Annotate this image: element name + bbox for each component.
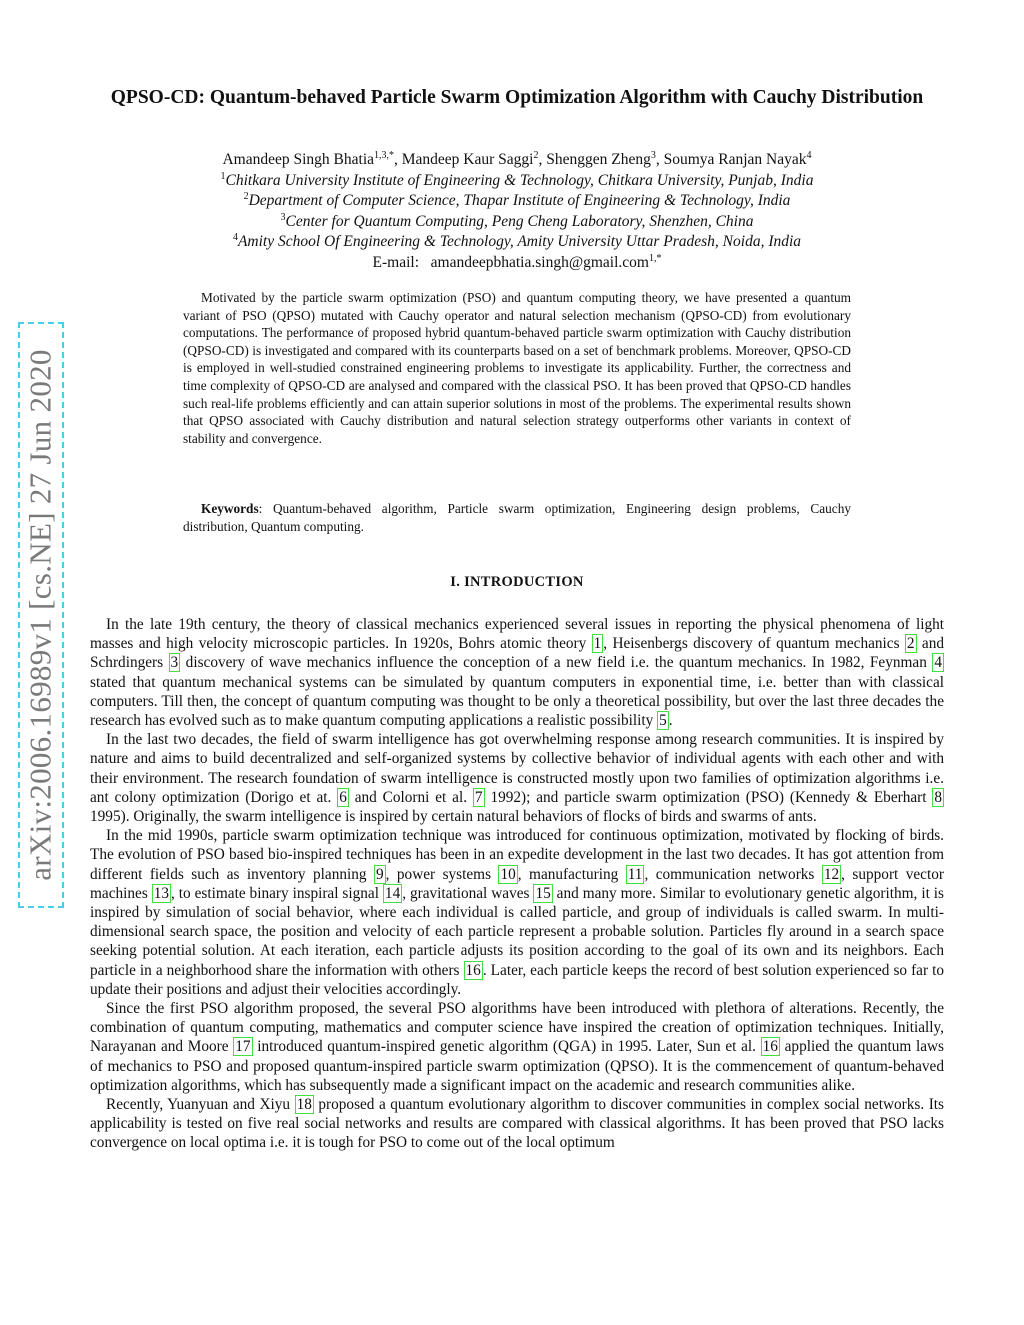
email-line bbox=[90, 253, 944, 274]
keywords-text: : Quantum-behaved algorithm, Particle swarm optimization, Engineering design problems, Cauchy distribution, Quantum computing. bbox=[183, 501, 851, 534]
affiliation-text: Department of Computer Science, Thapar Institute of Engineering & Technology, India bbox=[248, 192, 791, 210]
citation-link[interactable]: 8 bbox=[934, 788, 943, 806]
arxiv-identifier-stamp bbox=[18, 322, 64, 908]
citation-link[interactable]: 6 bbox=[339, 788, 347, 806]
body-paragraph: In the late 19th century, the theory of classical mechanics experienced several issues in reporting the physical phenomena of light masses and high velocity microscopic particles. In 1920s, Bohrs atomic theory 1 , Heisenbergs discovery of quantum mechanics 2 and Schrdingers 3 discovery of wave mechanics influence the conception of a new field i.e. the quantum mechanics. In 1982, Feynman 4 stated that quantum mechanical systems can be simulated by quantum computers in exponential time, i.e. better than with classical computers. Till then, the concept of quantum computing was thought to be only a theoretical possibility, but over the last three decades the research has evolved such as to make quantum computing applications a realistic possibility 5 . bbox=[90, 616, 944, 730]
affiliation-text: Chitkara University Institute of Engineering & Technology, Chitkara University, Punjab, India bbox=[225, 171, 814, 189]
affiliation-text: Center for Quantum Computing, Peng Cheng Laboratory, Shenzhen, China bbox=[285, 212, 754, 230]
citation-link[interactable]: 18 bbox=[296, 1096, 312, 1114]
affiliation-line bbox=[90, 212, 944, 233]
citation-link[interactable]: 9 bbox=[375, 865, 384, 883]
citation-link[interactable]: 11 bbox=[627, 865, 643, 883]
section-heading-introduction: I. INTRODUCTION bbox=[450, 574, 584, 590]
affiliation-list bbox=[90, 171, 944, 253]
keywords bbox=[183, 500, 851, 535]
citation-link[interactable]: 4 bbox=[934, 654, 942, 672]
keywords-label: Keywords bbox=[201, 501, 259, 516]
author-superscript: 1,3,* bbox=[374, 149, 395, 161]
author-superscript: 2 bbox=[533, 149, 539, 161]
citation-link[interactable]: 17 bbox=[235, 1038, 251, 1056]
affiliation-text: Amity School Of Engineering & Technology, Amity University Uttar Pradesh, Noida, India bbox=[237, 233, 802, 251]
affiliation-line bbox=[90, 191, 944, 212]
citation-link[interactable]: 15 bbox=[535, 884, 551, 902]
citation-link[interactable]: 14 bbox=[384, 884, 401, 902]
citation-link[interactable]: 7 bbox=[474, 788, 483, 806]
author-superscript: 3 bbox=[650, 149, 656, 161]
email-address[interactable]: amandeepbhatia.singh@gmail.com bbox=[430, 253, 649, 271]
arxiv-identifier-text: arXiv:2006.16989v1 [cs.NE] 27 Jun 2020 bbox=[23, 349, 59, 881]
author-name: Mandeep Kaur Saggi bbox=[401, 151, 534, 168]
citation-link[interactable]: 13 bbox=[153, 884, 170, 902]
citation-link[interactable]: 2 bbox=[906, 635, 915, 653]
citation-link[interactable]: 5 bbox=[659, 712, 667, 730]
author-block bbox=[90, 150, 944, 274]
affiliation-superscript: 2 bbox=[243, 191, 249, 203]
author-name: Shenggen Zheng bbox=[546, 151, 651, 168]
email-superscript: 1,* bbox=[648, 252, 662, 264]
author-names: Amandeep Singh Bhatia$^{1,3,*}$, Mandeep Kaur Saggi$^2$, Shenggen Zheng$^3$, Soumya Ranjan Nayak$^4$ bbox=[222, 149, 812, 168]
affiliation-line bbox=[90, 171, 944, 192]
affiliation-superscript: 4 bbox=[232, 232, 238, 244]
citation-link[interactable]: 12 bbox=[823, 865, 840, 883]
citation-link[interactable]: 10 bbox=[500, 865, 516, 883]
citation-link[interactable]: 1 bbox=[593, 635, 602, 653]
author-name: Amandeep Singh Bhatia bbox=[222, 151, 375, 168]
citation-link[interactable]: 16 bbox=[465, 961, 481, 979]
body-paragraph: In the mid 1990s, particle swarm optimization technique was introduced for continuous optimization, motivated by flocking of birds. The evolution of PSO based bio-inspired techniques has been in an expedite development in the last two decades. It has got attention from different fields such as inventory planning 9 , power systems 10 , manufacturing 11 , communication networks 12 , support vector machines 13 , to estimate binary inspiral signal 14 , gravitational waves 15 and many more. Similar to evolutionary genetic algorithm, it is inspired by simulation of social behavior, where each individual is called particle, and group of individuals is called swarm. In multi-dimensional search space, the position and velocity of each particle represent a probable solution. Particles fly around in a search space seeking potential solution. At each iteration, each particle adjusts its position according to the goal of its own and its neighbors. Each particle in a neighborhood share the information with others 16 . Later, each particle keeps the record of best solution experienced so far to update their positions and adjust their velocities accordingly. bbox=[90, 827, 944, 998]
body-paragraph: In the last two decades, the field of swarm intelligence has got overwhelming response among research communities. It is inspired by nature and aims to build decentralized and self-organized systems by collective behavior of individual agents with each other and with their environment. The research foundation of swarm intelligence is constructed mostly upon two families of optimization algorithms i.e. ant colony optimization (Dorigo et at. 6 and Colorni et al. 7 1992); and particle swarm optimization (PSO) (Kennedy & Eberhart 8 1995). Originally, the swarm intelligence is inspired by certain natural behaviors of flocks of birds and swarms of ants. bbox=[90, 731, 944, 826]
email-label: E-mail: bbox=[372, 253, 420, 271]
introduction-body bbox=[90, 615, 944, 1153]
citation-link[interactable]: 16 bbox=[762, 1038, 778, 1056]
affiliation-superscript: 3 bbox=[280, 211, 286, 223]
affiliation-superscript: 1 bbox=[220, 170, 226, 182]
author-name: Soumya Ranjan Nayak bbox=[663, 151, 807, 168]
body-paragraph: Recently, Yuanyuan and Xiyu 18 proposed a quantum evolutionary algorithm to discover communities in complex social networks. Its applicability is tested on five real social networks and results are compared with classical algorithms. It has been proved that PSO lacks convergence on local optima i.e. it is tough for PSO to come out of the local optimum bbox=[90, 1096, 944, 1152]
abstract: Motivated by the particle swarm optimization (PSO) and quantum computing theory, we have presented a quantum variant of PSO (QPSO) mutated with Cauchy operator and natural selection mechanism (QPSO-CD) from evolutionary computations. The performance of proposed hybrid quantum-behaved particle swarm optimization with Cauchy distribution (QPSO-CD) is investigated and compared with its counterparts based on a set of benchmark problems. Moreover, QPSO-CD is employed in well-studied constrained engineering problems to investigate its applicability. Further, the correctness and time complexity of QPSO-CD are analysed and compared with the classical PSO. It has been proved that QPSO-CD handles such real-life problems efficiently and can attain superior solutions in most of the problems. The experimental results shown that QPSO associated with Cauchy distribution and natural selection strategy outperforms other variants in context of stability and convergence. bbox=[183, 290, 851, 446]
author-superscript: 4 bbox=[806, 149, 812, 161]
paper-title: QPSO-CD: Quantum-behaved Particle Swarm Optimization Algorithm with Cauchy Distribution bbox=[110, 87, 924, 108]
citation-link[interactable]: 3 bbox=[170, 654, 179, 672]
affiliation-line bbox=[90, 232, 944, 253]
body-paragraph: Since the first PSO algorithm proposed, the several PSO algorithms have been introduced with plethora of alterations. Recently, the combination of quantum computing, mathematics and computer science have inspired the creation of optimization techniques. Initially, Narayanan and Moore 17 introduced quantum-inspired genetic algorithm (QGA) in 1995. Later, Sun et al. 16 applied the quantum laws of mechanics to PSO and proposed quantum-inspired particle swarm optimization (QPSO). It is the commencement of quantum-behaved optimization algorithms, which has subsequently made a significant impact on the academic and research communities alike. bbox=[90, 1000, 944, 1094]
